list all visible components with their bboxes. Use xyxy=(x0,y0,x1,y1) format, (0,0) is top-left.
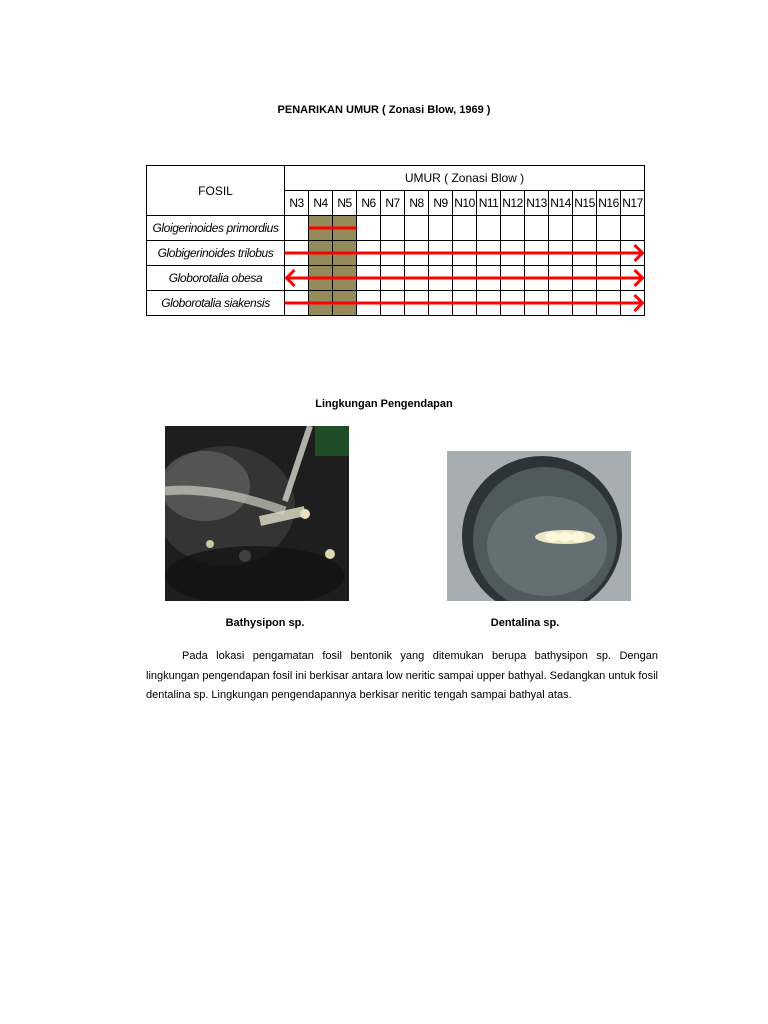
zone-cell xyxy=(621,241,645,266)
zone-cell xyxy=(429,266,453,291)
zone-cell xyxy=(405,291,429,316)
species-row xyxy=(147,266,645,291)
age-range-table xyxy=(146,165,645,316)
zone-cell xyxy=(597,291,621,316)
zone-cell xyxy=(501,216,525,241)
zone-cell xyxy=(405,241,429,266)
zone-cell xyxy=(309,216,333,241)
zone-cell xyxy=(309,266,333,291)
zone-cell xyxy=(597,266,621,291)
zone-cell xyxy=(381,266,405,291)
zone-cell xyxy=(501,291,525,316)
zone-header-n11: N11 xyxy=(477,191,501,216)
zone-cell xyxy=(621,266,645,291)
zone-cell xyxy=(285,241,309,266)
zone-cell xyxy=(525,291,549,316)
zone-cell xyxy=(429,291,453,316)
zone-cell xyxy=(477,291,501,316)
body-paragraph xyxy=(146,647,658,706)
zone-cell xyxy=(357,216,381,241)
zone-cell xyxy=(477,216,501,241)
zone-cell xyxy=(621,291,645,316)
zone-cell xyxy=(549,291,573,316)
bathysipon-caption: Bathysipon sp. xyxy=(225,617,305,629)
zone-header-n12: N12 xyxy=(501,191,525,216)
dentalina-photo xyxy=(447,451,631,601)
zone-header-n5: N5 xyxy=(333,191,357,216)
zone-cell xyxy=(525,241,549,266)
zone-cell xyxy=(525,266,549,291)
zone-cell xyxy=(597,216,621,241)
zone-cell xyxy=(549,216,573,241)
zone-cell xyxy=(501,241,525,266)
zone-cell xyxy=(477,241,501,266)
zone-cell xyxy=(477,266,501,291)
zone-cell xyxy=(285,291,309,316)
zone-cell xyxy=(453,291,477,316)
zone-cell xyxy=(285,216,309,241)
zone-cell xyxy=(429,216,453,241)
zone-cell xyxy=(501,266,525,291)
umur-header: UMUR ( Zonasi Blow ) xyxy=(285,166,645,191)
zone-header-n6: N6 xyxy=(357,191,381,216)
zone-cell xyxy=(381,216,405,241)
zone-cell xyxy=(621,216,645,241)
zone-header-n8: N8 xyxy=(405,191,429,216)
zone-cell xyxy=(285,266,309,291)
zone-header-n9: N9 xyxy=(429,191,453,216)
zone-cell xyxy=(357,291,381,316)
species-row xyxy=(147,291,645,316)
zone-cell xyxy=(597,241,621,266)
species-name: Gloigerinoides primordius xyxy=(147,216,285,241)
section-subtitle: Lingkungan Pengendapan xyxy=(315,398,453,410)
zone-cell xyxy=(309,241,333,266)
zone-header-n4: N4 xyxy=(309,191,333,216)
zone-cell xyxy=(525,216,549,241)
zone-cell xyxy=(453,241,477,266)
page-title: PENARIKAN UMUR ( Zonasi Blow, 1969 ) xyxy=(277,104,491,116)
zone-header-n17: N17 xyxy=(621,191,645,216)
species-name: Globorotalia siakensis xyxy=(147,291,285,316)
fosil-header: FOSIL xyxy=(147,166,285,216)
zone-cell xyxy=(549,266,573,291)
zone-header-n14: N14 xyxy=(549,191,573,216)
zone-cell xyxy=(333,216,357,241)
zone-header-n3: N3 xyxy=(285,191,309,216)
zone-cell xyxy=(333,241,357,266)
species-row xyxy=(147,216,645,241)
zone-cell xyxy=(381,241,405,266)
zone-cell xyxy=(573,266,597,291)
zone-header-n15: N15 xyxy=(573,191,597,216)
zone-cell xyxy=(573,291,597,316)
paragraph-text: Pada lokasi pengamatan fosil bentonik yang ditemukan berupa bathysipon sp. Dengan lingkungan pengendapan fosil ini berkisar antara low neritic sampai upper bathyal. Sedangkan untuk fosil dentalina sp. Lingkungan pengendapannya berkisar neritic tengah sampai bathyal atas. xyxy=(146,650,658,701)
zone-cell xyxy=(357,266,381,291)
zone-cell xyxy=(309,291,333,316)
zone-header-n10: N10 xyxy=(453,191,477,216)
zone-header-n13: N13 xyxy=(525,191,549,216)
zone-cell xyxy=(381,291,405,316)
header-row xyxy=(147,166,645,191)
bathysipon-photo xyxy=(165,426,349,601)
zone-header-n7: N7 xyxy=(381,191,405,216)
species-row xyxy=(147,241,645,266)
zone-cell xyxy=(549,241,573,266)
species-name: Globorotalia obesa xyxy=(147,266,285,291)
zone-cell xyxy=(333,291,357,316)
zone-cell xyxy=(573,241,597,266)
zone-cell xyxy=(405,216,429,241)
zone-cell xyxy=(429,241,453,266)
species-name: Globigerinoides trilobus xyxy=(147,241,285,266)
zone-cell xyxy=(333,266,357,291)
dentalina-caption: Dentalina sp. xyxy=(490,617,560,629)
zone-cell xyxy=(405,266,429,291)
zone-cell xyxy=(357,241,381,266)
zone-cell xyxy=(453,216,477,241)
zone-cell xyxy=(573,216,597,241)
zone-header-n16: N16 xyxy=(597,191,621,216)
zone-cell xyxy=(453,266,477,291)
